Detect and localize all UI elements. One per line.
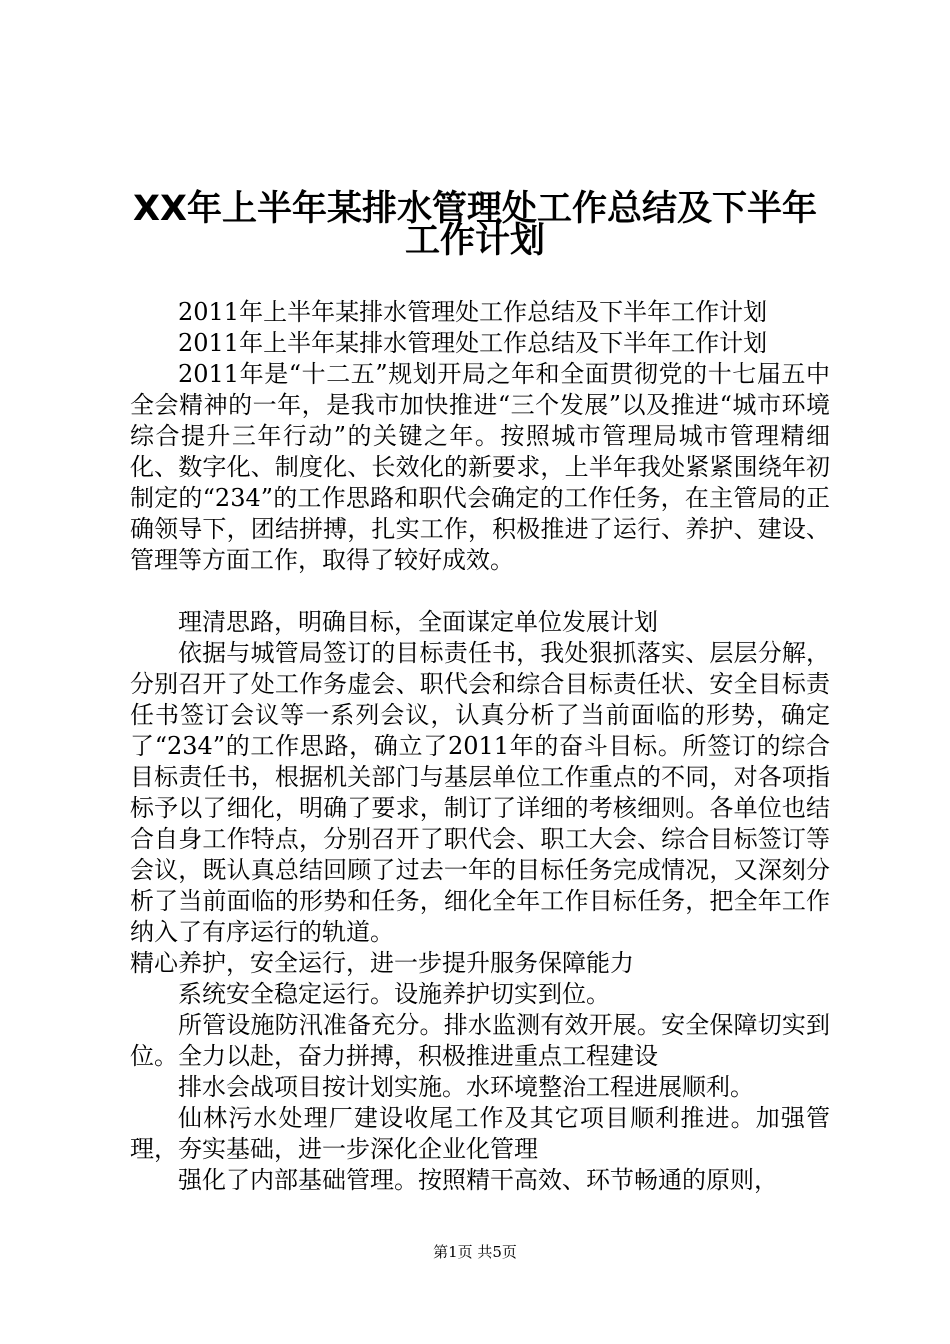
section-heading: 精心养护，安全运行，进一步提升服务保障能力 <box>130 949 634 977</box>
paragraph: 排水会战项目按计划实施。水环境整治工程进展顺利。 <box>178 1073 754 1101</box>
paragraph: 2011年上半年某排水管理处工作总结及下半年工作计划 <box>178 329 768 357</box>
document-title-line-1: XX年上半年某排水管理处工作总结及下半年 <box>133 189 817 229</box>
document-body <box>130 297 830 1196</box>
paragraph: 2011年上半年某排水管理处工作总结及下半年工作计划 <box>178 298 768 326</box>
paragraph: 2011年是“十二五”规划开局之年和全面贯彻党的十七届五中全会精神的一年，是我市加快推进“三个发展”以及推进“城市环境综合提升三年行动”的关键之年。按照城市管理局城市管理精细化、数字化、制度化、长效化的新要求，上半年我处紧紧围绕年初制定的“234”的工作思路和职代会确定的工作任务，在主管局的正确领导下，团结拼搏，扎实工作，积极推进了运行、养护、建设、管理等方面工作，取得了较好成效。 <box>130 360 830 574</box>
document-title-line-2: 工作计划 <box>404 221 545 261</box>
paragraph: 强化了内部基础管理。按照精干高效、环节畅通的原则， <box>178 1166 778 1194</box>
paragraph: 系统安全稳定运行。设施养护切实到位。 <box>178 980 610 1008</box>
section-heading: 理清思路，明确目标，全面谋定单位发展计划 <box>178 608 658 636</box>
paragraph: 所管设施防汛准备充分。排水监测有效开展。安全保障切实到位。全力以赴，奋力拼搏，积极推进重点工程建设 <box>130 1011 830 1070</box>
paragraph: 仙林污水处理厂建设收尾工作及其它项目顺利推进。加强管理，夯实基础，进一步深化企业化管理 <box>130 1104 830 1163</box>
paragraph: 依据与城管局签订的目标责任书，我处狠抓落实、层层分解，分别召开了处工作务虚会、职代会和综合目标责任状、安全目标责任书签订会议等一系列会议，认真分析了当前面临的形势，确定了“234”的工作思路，确立了2011年的奋斗目标。所签订的综合目标责任书，根据机关部门与基层单位工作重点的不同，对各项指标予以了细化，明确了要求，制订了详细的考核细则。各单位也结合自身工作特点，分别召开了职代会、职工大会、综合目标签订等会议，既认真总结回顾了过去一年的目标任务完成情况，又深刻分析了当前面临的形势和任务，细化全年工作目标任务，把全年工作纳入了有序运行的轨道。 <box>130 639 830 946</box>
page-footer: 第1页 共5页 <box>433 1243 517 1261</box>
